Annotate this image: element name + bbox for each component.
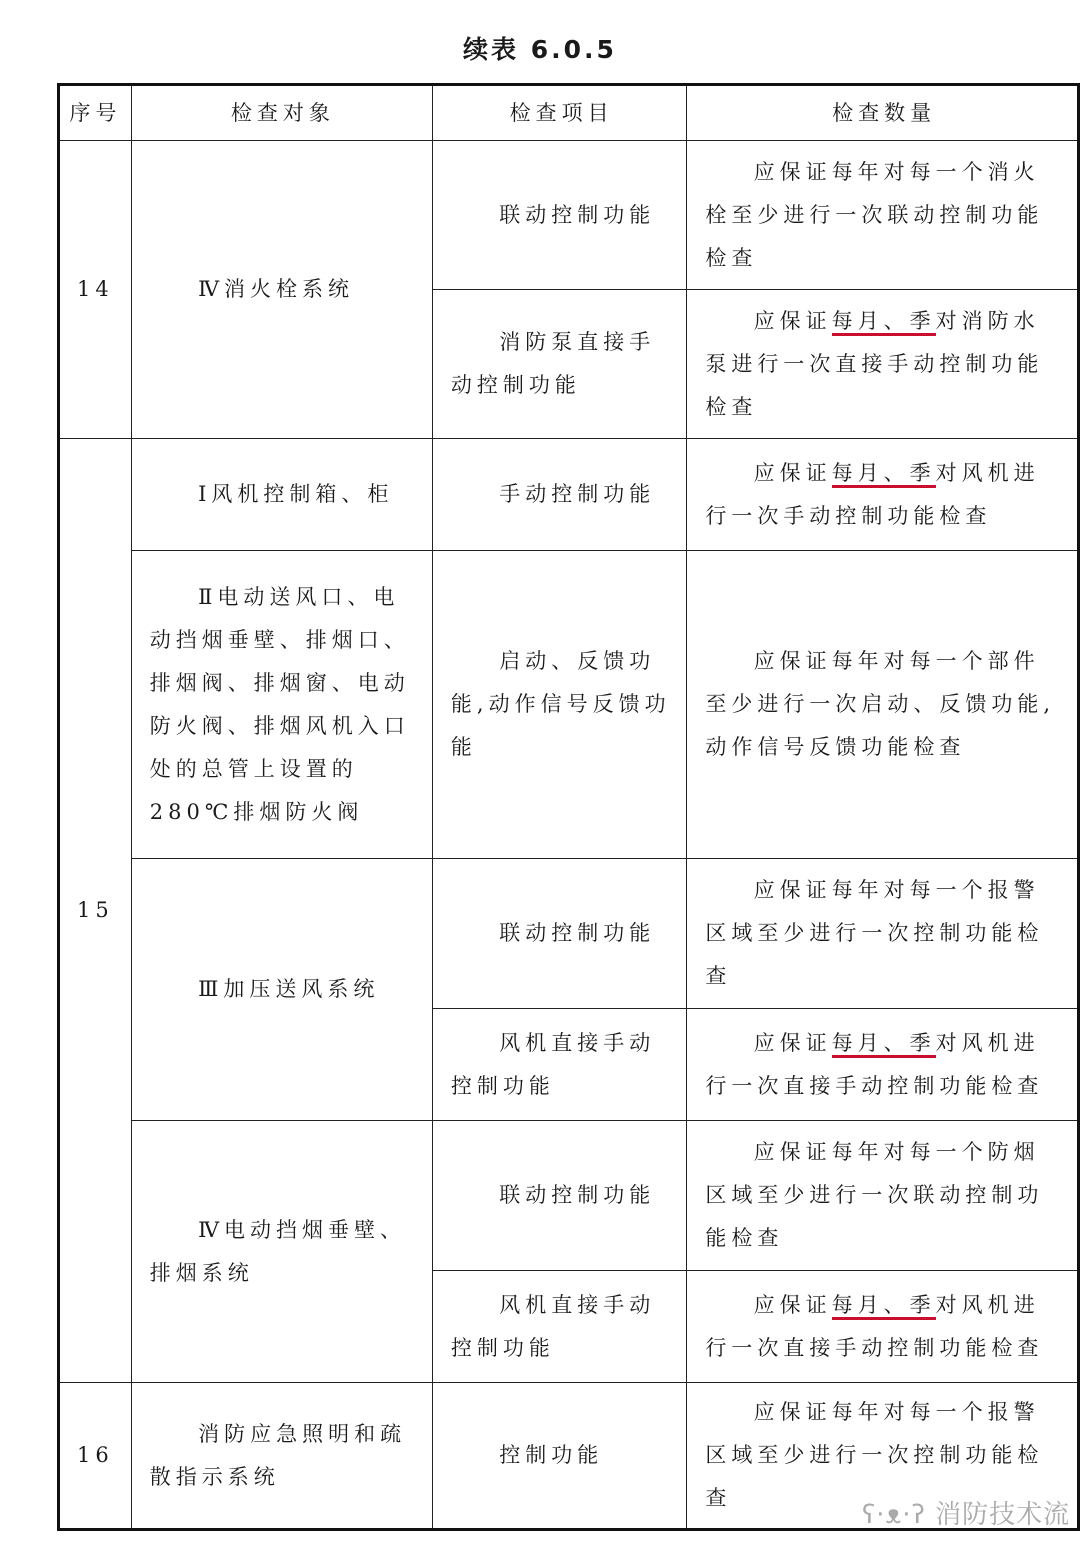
object-cell: Ⅲ加压送风系统 xyxy=(131,859,432,1121)
inspection-table xyxy=(57,83,1080,1531)
qty-text: 对风机进行一次直接手动控制功能检查 xyxy=(705,1292,1044,1360)
item-cell: 风机直接手动控制功能 xyxy=(432,1271,686,1383)
qty-text: 应保证 xyxy=(753,1292,832,1317)
quantity-cell: 应保证每年对每一个报警区域至少进行一次控制功能检查 xyxy=(687,859,1079,1009)
header-item: 检查项目 xyxy=(432,85,686,141)
header-row xyxy=(59,85,1079,141)
qty-text: 对风机进行一次手动控制功能检查 xyxy=(705,460,1040,528)
table-row xyxy=(59,551,1079,859)
header-object: 检查对象 xyxy=(131,85,432,141)
item-cell: 联动控制功能 xyxy=(432,859,686,1009)
underlined-frequency: 每月、季 xyxy=(832,1031,936,1058)
header-quantity: 检查数量 xyxy=(687,85,1079,141)
row-no: 16 xyxy=(59,1383,132,1530)
header-no: 序号 xyxy=(59,85,132,141)
underlined-frequency: 每月、季 xyxy=(832,461,936,488)
quantity-cell xyxy=(687,439,1079,551)
object-cell: Ⅳ电动挡烟垂壁、排烟系统 xyxy=(131,1121,432,1383)
row-no: 15 xyxy=(59,439,132,1383)
quantity-cell xyxy=(687,1009,1079,1121)
watermark xyxy=(862,1494,1070,1531)
quantity-cell xyxy=(687,290,1079,439)
underlined-frequency: 每月、季 xyxy=(832,309,936,336)
table-row xyxy=(59,859,1079,1009)
qty-text: 对消防水泵进行一次直接手动控制功能检查 xyxy=(705,308,1044,419)
object-cell: Ⅰ风机控制箱、柜 xyxy=(131,439,432,551)
item-cell: 消防泵直接手动控制功能 xyxy=(432,290,686,439)
table-row xyxy=(59,439,1079,551)
table-row xyxy=(59,141,1079,290)
qty-text: 应保证 xyxy=(753,308,832,333)
object-cell: Ⅳ消火栓系统 xyxy=(131,141,432,439)
item-cell: 风机直接手动控制功能 xyxy=(432,1009,686,1121)
item-cell: 启动、反馈功能,动作信号反馈功能 xyxy=(432,551,686,859)
quantity-cell: 应保证每年对每一个消火栓至少进行一次联动控制功能检查 xyxy=(687,141,1079,290)
quantity-cell: 应保证每年对每一个防烟区域至少进行一次联动控制功能检查 xyxy=(687,1121,1079,1271)
item-cell: 联动控制功能 xyxy=(432,1121,686,1271)
item-cell: 联动控制功能 xyxy=(432,141,686,290)
item-cell: 控制功能 xyxy=(432,1383,686,1530)
underlined-frequency: 每月、季 xyxy=(832,1293,936,1320)
table-title: 续表 6.0.5 xyxy=(463,35,617,64)
row-no: 14 xyxy=(59,141,132,439)
object-cell: Ⅱ电动送风口、电动挡烟垂壁、排烟口、排烟阀、排烟窗、电动防火阀、排烟风机入口处的总管上设置的280℃排烟防火阀 xyxy=(131,551,432,859)
wechat-icon: ʕ·ᴥ·ʔ xyxy=(862,1500,926,1530)
qty-text: 应保证 xyxy=(753,1030,832,1055)
qty-text: 应保证 xyxy=(753,460,832,485)
item-cell: 手动控制功能 xyxy=(432,439,686,551)
quantity-cell xyxy=(687,1271,1079,1383)
qty-text: 对风机进行一次直接手动控制功能检查 xyxy=(705,1030,1044,1098)
watermark-text: 消防技术流 xyxy=(935,1500,1071,1530)
table-row xyxy=(59,1121,1079,1271)
object-cell: 消防应急照明和疏散指示系统 xyxy=(131,1383,432,1530)
quantity-cell: 应保证每年对每一个报警区域至少进行一次控制功能检查 xyxy=(687,1383,1079,1530)
quantity-cell: 应保证每年对每一个部件至少进行一次启动、反馈功能,动作信号反馈功能检查 xyxy=(687,551,1079,859)
